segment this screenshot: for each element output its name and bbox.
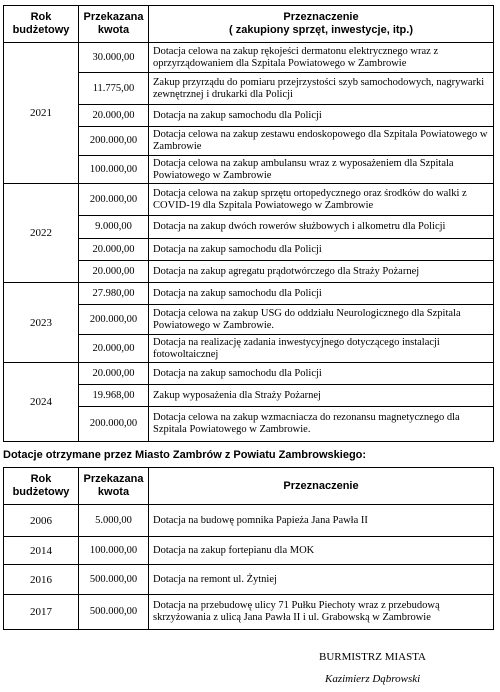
cell-amount: 11.775,00: [79, 73, 149, 105]
table-row: [4, 537, 494, 565]
header-amount: Przekazana kwota: [79, 468, 149, 505]
cell-amount: 200.000,00: [79, 305, 149, 335]
cell-year: 2014: [4, 537, 79, 565]
cell-purpose: Dotacja na zakup samochodu dla Policji: [149, 363, 494, 385]
cell-amount: 9.000,00: [79, 216, 149, 239]
signature-name: Kazimierz Dąbrowski: [325, 673, 421, 685]
cell-purpose: Zakup wyposażenia dla Straży Pożarnej: [149, 385, 494, 407]
table-row: [4, 184, 494, 216]
header-purpose: [149, 6, 494, 43]
table-row: [4, 595, 494, 630]
cell-purpose: Dotacja celowa na zakup wzmacniacza do rezonansu magnetycznego dla Szpitala Powiatowego w Zambrowie.: [149, 407, 494, 442]
table-row: [4, 505, 494, 537]
cell-purpose: Dotacja na przebudowę ulicy 71 Pułku Piechoty wraz z przebudową skrzyżowania z ulicą Jana Pawła II i ul. Grabowską w Zambrowie: [149, 595, 494, 630]
cell-amount: 20.000,00: [79, 105, 149, 127]
cell-year: 2006: [4, 505, 79, 537]
header-purpose-title: Przeznaczenie: [283, 11, 359, 23]
donations-table-city: [3, 467, 494, 630]
table-row: [4, 43, 494, 73]
cell-amount: 100.000,00: [79, 156, 149, 184]
cell-purpose: Dotacja na realizację zadania inwestycyjnego dotyczącego instalacji fotowoltaicznej: [149, 335, 494, 363]
cell-amount: 20.000,00: [79, 239, 149, 261]
cell-amount: 500.000,00: [79, 565, 149, 595]
cell-year: 2016: [4, 565, 79, 595]
cell-amount: 20.000,00: [79, 363, 149, 385]
cell-purpose: Dotacja na zakup samochodu dla Policji: [149, 239, 494, 261]
cell-purpose: Dotacja na remont ul. Żytniej: [149, 565, 494, 595]
cell-year: 2017: [4, 595, 79, 630]
cell-purpose: Dotacja na zakup samochodu dla Policji: [149, 105, 494, 127]
cell-year: 2024: [4, 363, 79, 442]
cell-purpose: Dotacja celowa na zakup zestawu endoskopowego dla Szpitala Powiatowego w Zambrowie: [149, 127, 494, 156]
cell-amount: 200.000,00: [79, 184, 149, 216]
header-year: Rok budżetowy: [4, 6, 79, 43]
cell-purpose: Dotacja na zakup agregatu prądotwórczego dla Straży Pożarnej: [149, 261, 494, 283]
cell-amount: 500.000,00: [79, 595, 149, 630]
header-year: Rok budżetowy: [4, 468, 79, 505]
cell-amount: 20.000,00: [79, 261, 149, 283]
cell-year: 2023: [4, 283, 79, 363]
table-header-row: [4, 468, 494, 505]
cell-purpose: Dotacja celowa na zakup USG do oddziału Neurologicznego dla Szpitala Powiatowego w Zambrowie.: [149, 305, 494, 335]
cell-amount: 100.000,00: [79, 537, 149, 565]
header-amount: Przekazana kwota: [79, 6, 149, 43]
cell-amount: 30.000,00: [79, 43, 149, 73]
section-title: Dotacje otrzymane przez Miasto Zambrów z Powiatu Zambrowskiego:: [3, 449, 367, 461]
cell-amount: 20.000,00: [79, 335, 149, 363]
cell-purpose: Dotacja na budowę pomnika Papieża Jana Pawła II: [149, 505, 494, 537]
header-purpose: Przeznaczenie: [149, 468, 494, 505]
cell-purpose: Dotacja na zakup samochodu dla Policji: [149, 283, 494, 305]
cell-year: 2022: [4, 184, 79, 283]
donations-table-county: [3, 5, 494, 442]
cell-amount: 200.000,00: [79, 127, 149, 156]
table-row: [4, 565, 494, 595]
table-row: [4, 363, 494, 385]
table-header-row: [4, 6, 494, 43]
cell-year: 2021: [4, 43, 79, 184]
table-row: [4, 283, 494, 305]
cell-purpose: Dotacja celowa na zakup ambulansu wraz z wyposażeniem dla Szpitala Powiatowego w Zambrowie: [149, 156, 494, 184]
cell-purpose: Dotacja na zakup dwóch rowerów służbowych i alkometru dla Policji: [149, 216, 494, 239]
cell-purpose: Zakup przyrządu do pomiaru przejrzystości szyb samochodowych, nagrywarki zewnętrznej i drukarki dla Policji: [149, 73, 494, 105]
cell-amount: 27.980,00: [79, 283, 149, 305]
cell-purpose: Dotacja celowa na zakup sprzętu ortopedycznego oraz środków do walki z COVID-19 dla Szpitala Powiatowego w Zambrowie: [149, 184, 494, 216]
header-purpose-subtitle: ( zakupiony sprzęt, inwestycje, itp.): [229, 24, 413, 36]
cell-purpose: Dotacja na zakup fortepianu dla MOK: [149, 537, 494, 565]
cell-purpose: Dotacja celowa na zakup rękojeści dermatonu elektrycznego wraz z oprzyrządowaniem dla Szpitala Powiatowego w Zambrowie: [149, 43, 494, 73]
cell-amount: 19.968,00: [79, 385, 149, 407]
cell-amount: 5.000,00: [79, 505, 149, 537]
signature-title: BURMISTRZ MIASTA: [319, 651, 426, 663]
cell-amount: 200.000,00: [79, 407, 149, 442]
